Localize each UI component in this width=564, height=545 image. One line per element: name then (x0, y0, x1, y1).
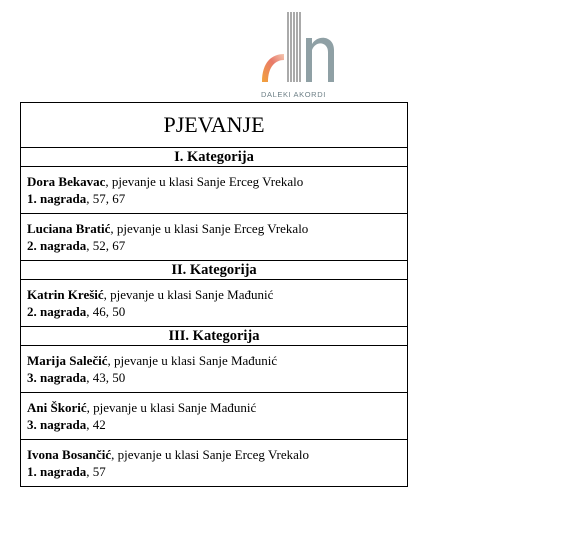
results-table (20, 102, 408, 487)
entry-row (21, 167, 408, 214)
entry-row (21, 393, 408, 440)
category-heading: III. Kategorija (21, 327, 408, 346)
entry-award: 2. nagrada (27, 304, 87, 319)
entry-name: Marija Salečić (27, 353, 108, 368)
entry-award: 2. nagrada (27, 238, 87, 253)
entry-desc: , pjevanje u klasi Sanje Mađunić (86, 400, 257, 415)
entry-award: 3. nagrada (27, 417, 87, 432)
entry-name: Ivona Bosančić (27, 447, 112, 462)
entry-award: 3. nagrada (27, 370, 87, 385)
entry-name: Ani Škorić (27, 400, 87, 415)
entry-row (21, 214, 408, 261)
page-title: PJEVANJE (21, 103, 408, 148)
entry-score: , 43, 50 (86, 370, 126, 385)
entry-desc: , pjevanje u klasi Sanje Erceg Vrekalo (105, 174, 304, 189)
daleki-akordi-logo (258, 10, 338, 100)
entry-row (21, 280, 408, 327)
entry-row (21, 440, 408, 487)
entry-name: Dora Bekavac (27, 174, 106, 189)
entry-desc: , pjevanje u klasi Sanje Mađunić (103, 287, 274, 302)
category-heading: I. Kategorija (21, 148, 408, 167)
entry-award: 1. nagrada (27, 191, 87, 206)
entry-score: , 57, 67 (86, 191, 126, 206)
entry-score: , 46, 50 (86, 304, 126, 319)
logo-text: DALEKI AKORDI (261, 90, 326, 99)
entry-award: 1. nagrada (27, 464, 87, 479)
entry-row (21, 346, 408, 393)
entry-desc: , pjevanje u klasi Sanje Mađunić (107, 353, 278, 368)
logo-graphic-icon (258, 10, 338, 90)
entry-desc: , pjevanje u klasi Sanje Erceg Vrekalo (110, 221, 309, 236)
entry-desc: , pjevanje u klasi Sanje Erceg Vrekalo (111, 447, 310, 462)
entry-name: Katrin Krešić (27, 287, 104, 302)
entry-name: Luciana Bratić (27, 221, 111, 236)
entry-score: , 52, 67 (86, 238, 126, 253)
category-heading: II. Kategorija (21, 261, 408, 280)
entry-score: , 42 (86, 417, 106, 432)
entry-score: , 57 (86, 464, 106, 479)
